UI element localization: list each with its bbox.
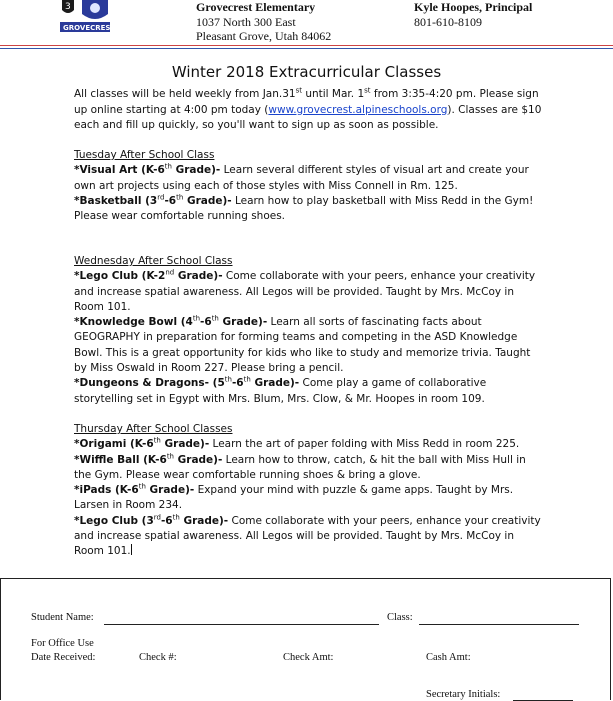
class-basketball: *Basketball (3rd-6th Grade)- Learn how to play basketball with Miss Redd in the Gym! Please wear comfortable running shoes. <box>74 193 534 223</box>
address-line-1: 1037 North 300 East <box>196 14 296 29</box>
check-amount-label: Check Amt: <box>283 652 334 663</box>
school-logo <box>60 0 116 34</box>
class-ipads: *iPads (K-6th Grade)- Expand your mind with puzzle & game apps. Taught by Mrs. Larsen in Room 234. <box>74 482 514 512</box>
wednesday-heading: Wednesday After School Class <box>74 255 233 267</box>
class-field[interactable] <box>419 624 579 625</box>
intro-paragraph: All classes will be held weekly from Jan.31st until Mar. 1st from 3:35-4:20 pm. Please sign up online starting at 4:00 pm today (www.grovecrest.alpineschools.org). Classes are $10 each and fill up quickly, so you'll want to sign up as soon as possible. <box>74 86 542 131</box>
svg-text:3: 3 <box>65 2 71 12</box>
tuesday-section <box>74 148 544 224</box>
check-number-label: Check #: <box>139 652 177 663</box>
cash-amount-label: Cash Amt: <box>426 652 471 663</box>
letterhead <box>0 0 613 52</box>
office-use-label: For Office Use <box>31 638 94 649</box>
wednesday-section <box>74 254 544 407</box>
logo-text: GROVECREST <box>63 24 116 32</box>
class-knowledge-bowl: *Knowledge Bowl (4th-6th Grade)- Learn all sorts of fascinating facts about GEOGRAPHY in preparation for forming teams and competing in the ASD Knowledge Bowl. This is a great opportunity for kids who like to study and memorize trivia. Taught by Miss Oswald in Room 227. Please bring a pencil. <box>74 314 531 375</box>
principal-name: Kyle Hoopes, Principal <box>414 0 533 14</box>
school-name: Grovecrest Elementary <box>196 0 316 14</box>
text-cursor <box>131 544 132 555</box>
class-label: Class: <box>387 612 413 623</box>
document-title: Winter 2018 Extracurricular Classes <box>171 63 442 81</box>
registration-form <box>0 578 611 700</box>
thursday-section <box>74 422 544 560</box>
thursday-heading: Thursday After School Classes <box>74 423 233 435</box>
signup-link[interactable]: www.grovecrest.alpineschools.org <box>268 103 448 116</box>
principal-block <box>414 0 532 29</box>
blue-divider <box>0 48 613 49</box>
class-visual-art: *Visual Art (K-6th Grade)- Learn several different styles of visual art and create your own art projects using each of those styles with Miss Connell in Rm. 125. <box>74 162 529 192</box>
student-name-field[interactable] <box>104 624 379 625</box>
class-dungeons-dragons: *Dungeons & Dragons- (5th-6th Grade)- Come play a game of collaborative storytelling set in Egypt with Mrs. Blum, Mrs. Clow, & Mr. Hoopes in room 109. <box>74 375 487 405</box>
class-lego-club-k2: *Lego Club (K-2nd Grade)- Come collaborate with your peers, enhance your creativity and increase spatial awareness. All Legos will be provided. Taught by Mrs. McCoy in Room 101. <box>74 268 536 313</box>
red-divider <box>0 45 613 46</box>
class-wiffle-ball: *Wiffle Ball (K-6th Grade)- Learn how to throw, catch, & hit the ball with Miss Hull in the Gym. Please wear comfortable running shoes & bring a glove. <box>74 452 526 481</box>
date-received-label: Date Received: <box>31 652 96 663</box>
student-name-label: Student Name: <box>31 612 94 623</box>
phone-number: 801-610-8109 <box>414 14 482 29</box>
address-line-2: Pleasant Grove, Utah 84062 <box>196 29 332 43</box>
class-lego-club-36: *Lego Club (3rd-6th Grade)- Come collaborate with your peers, enhance your creativity and increase spatial awareness. All Legos will be provided. Taught by Mrs. McCoy in Room 101. <box>74 513 541 558</box>
school-address-block <box>196 0 331 44</box>
tuesday-heading: Tuesday After School Class <box>74 149 215 161</box>
secretary-initials-label: Secretary Initials: <box>426 689 501 700</box>
class-origami: *Origami (K-6th Grade)- Learn the art of paper folding with Miss Redd in room 225. <box>74 436 520 451</box>
